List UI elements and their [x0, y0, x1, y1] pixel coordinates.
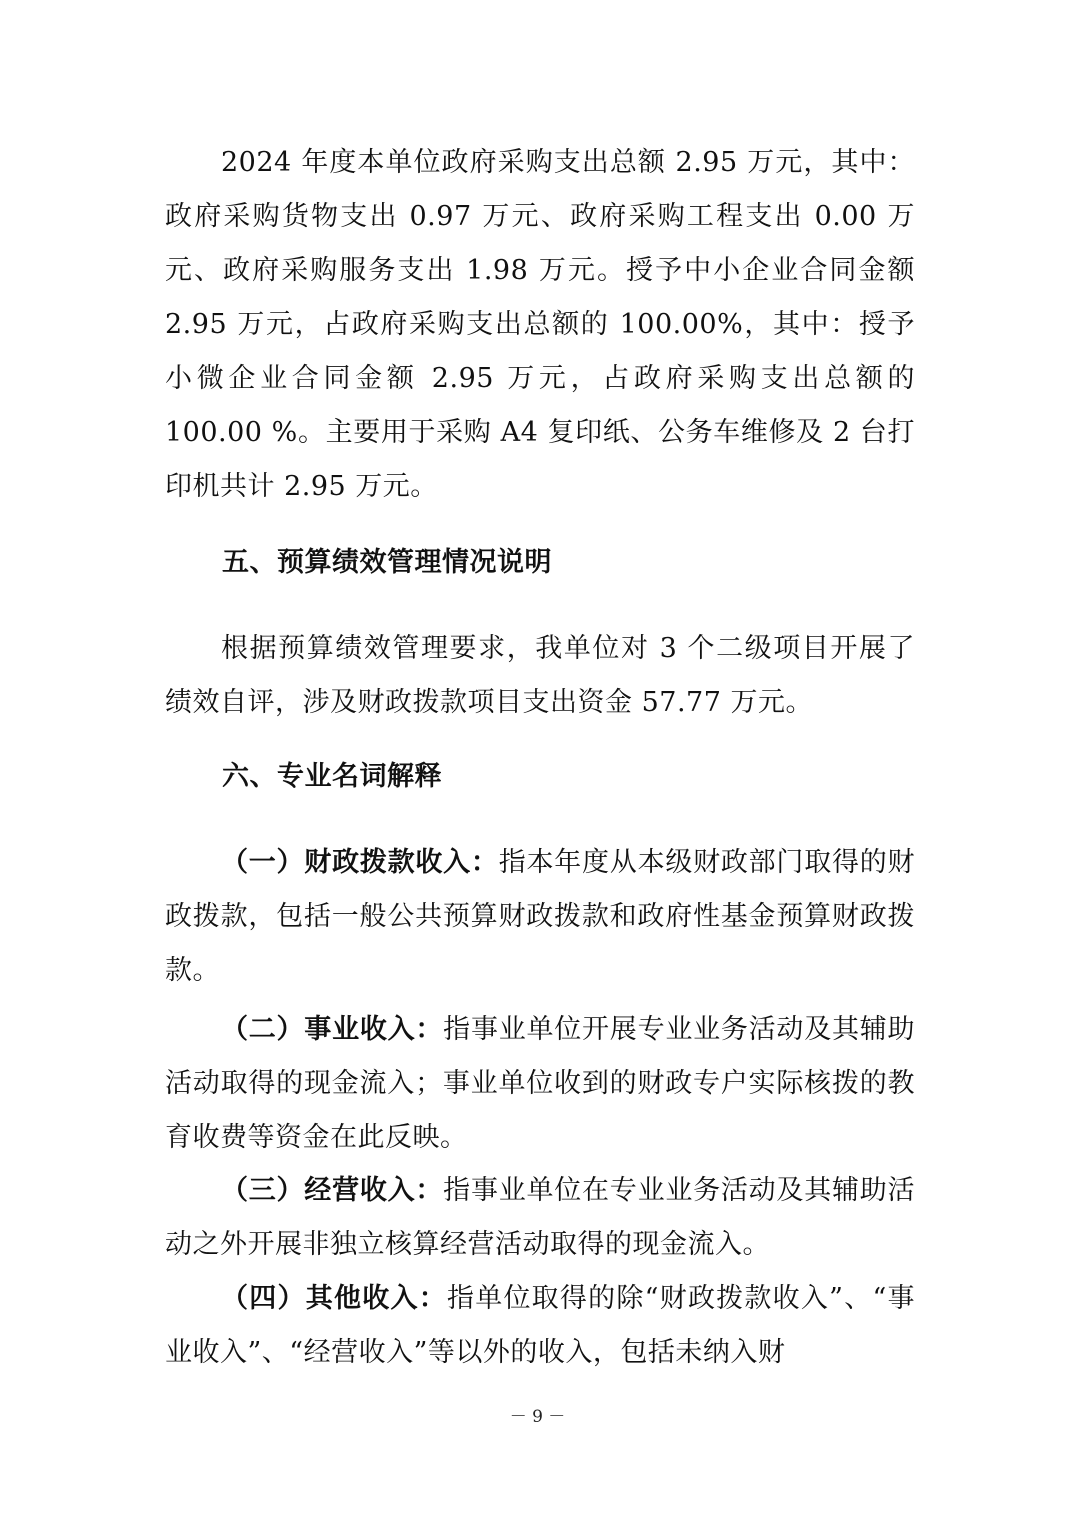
- page-number: － 9 －: [509, 1407, 566, 1427]
- section-heading-glossary: 六、专业名词解释: [222, 761, 442, 792]
- glossary-item-operating-income: [165, 1164, 915, 1272]
- performance-paragraph: 根据预算绩效管理要求，我单位对 3 个二级项目开展了绩效自评，涉及财政拨款项目支出资金 57.77 万元。: [165, 633, 915, 718]
- glossary-item-other-income: [165, 1272, 915, 1380]
- glossary-term: （二）事业收入：: [221, 1014, 444, 1045]
- glossary-term: （三）经营收入：: [221, 1175, 444, 1206]
- glossary-definition: 指单位取得的除“财政拨款收入”、“事业收入”、“经营收入”等以外的收入，包括未纳入财: [165, 1283, 915, 1368]
- glossary-item-fiscal-appropriation: [165, 836, 915, 998]
- glossary-term: （一）财政拨款收入：: [221, 847, 499, 878]
- glossary-term: （四）其他收入：: [221, 1283, 447, 1314]
- section-heading-budget-performance: 五、预算绩效管理情况说明: [222, 547, 552, 578]
- glossary-definition: 指事业单位开展专业业务活动及其辅助活动取得的现金流入；事业单位收到的财政专户实际核拨的教育收费等资金在此反映。: [165, 1014, 916, 1153]
- glossary-definition: 指本年度从本级财政部门取得的财政拨款，包括一般公共预算财政拨款和政府性基金预算财政拨款。: [165, 847, 916, 986]
- procurement-paragraph: 2024 年度本单位政府采购支出总额 2.95 万元，其中：政府采购货物支出 0.97 万元、政府采购工程支出 0.00 万元、政府采购服务支出 1.98 万元。授予中小企业合同金额 2.95 万元，占政府采购支出总额的 100.00%，其中：授予小微企业合同金额 2.95 万元，占政府采购支出总额的 100.00 %。主要用于采购 A4 复印纸、公务车维修及 2 台打印机共计 2.95 万元。: [165, 147, 915, 502]
- glossary-item-business-income: [165, 1003, 915, 1165]
- glossary-definition: 指事业单位在专业业务活动及其辅助活动之外开展非独立核算经营活动取得的现金流入。: [165, 1175, 916, 1260]
